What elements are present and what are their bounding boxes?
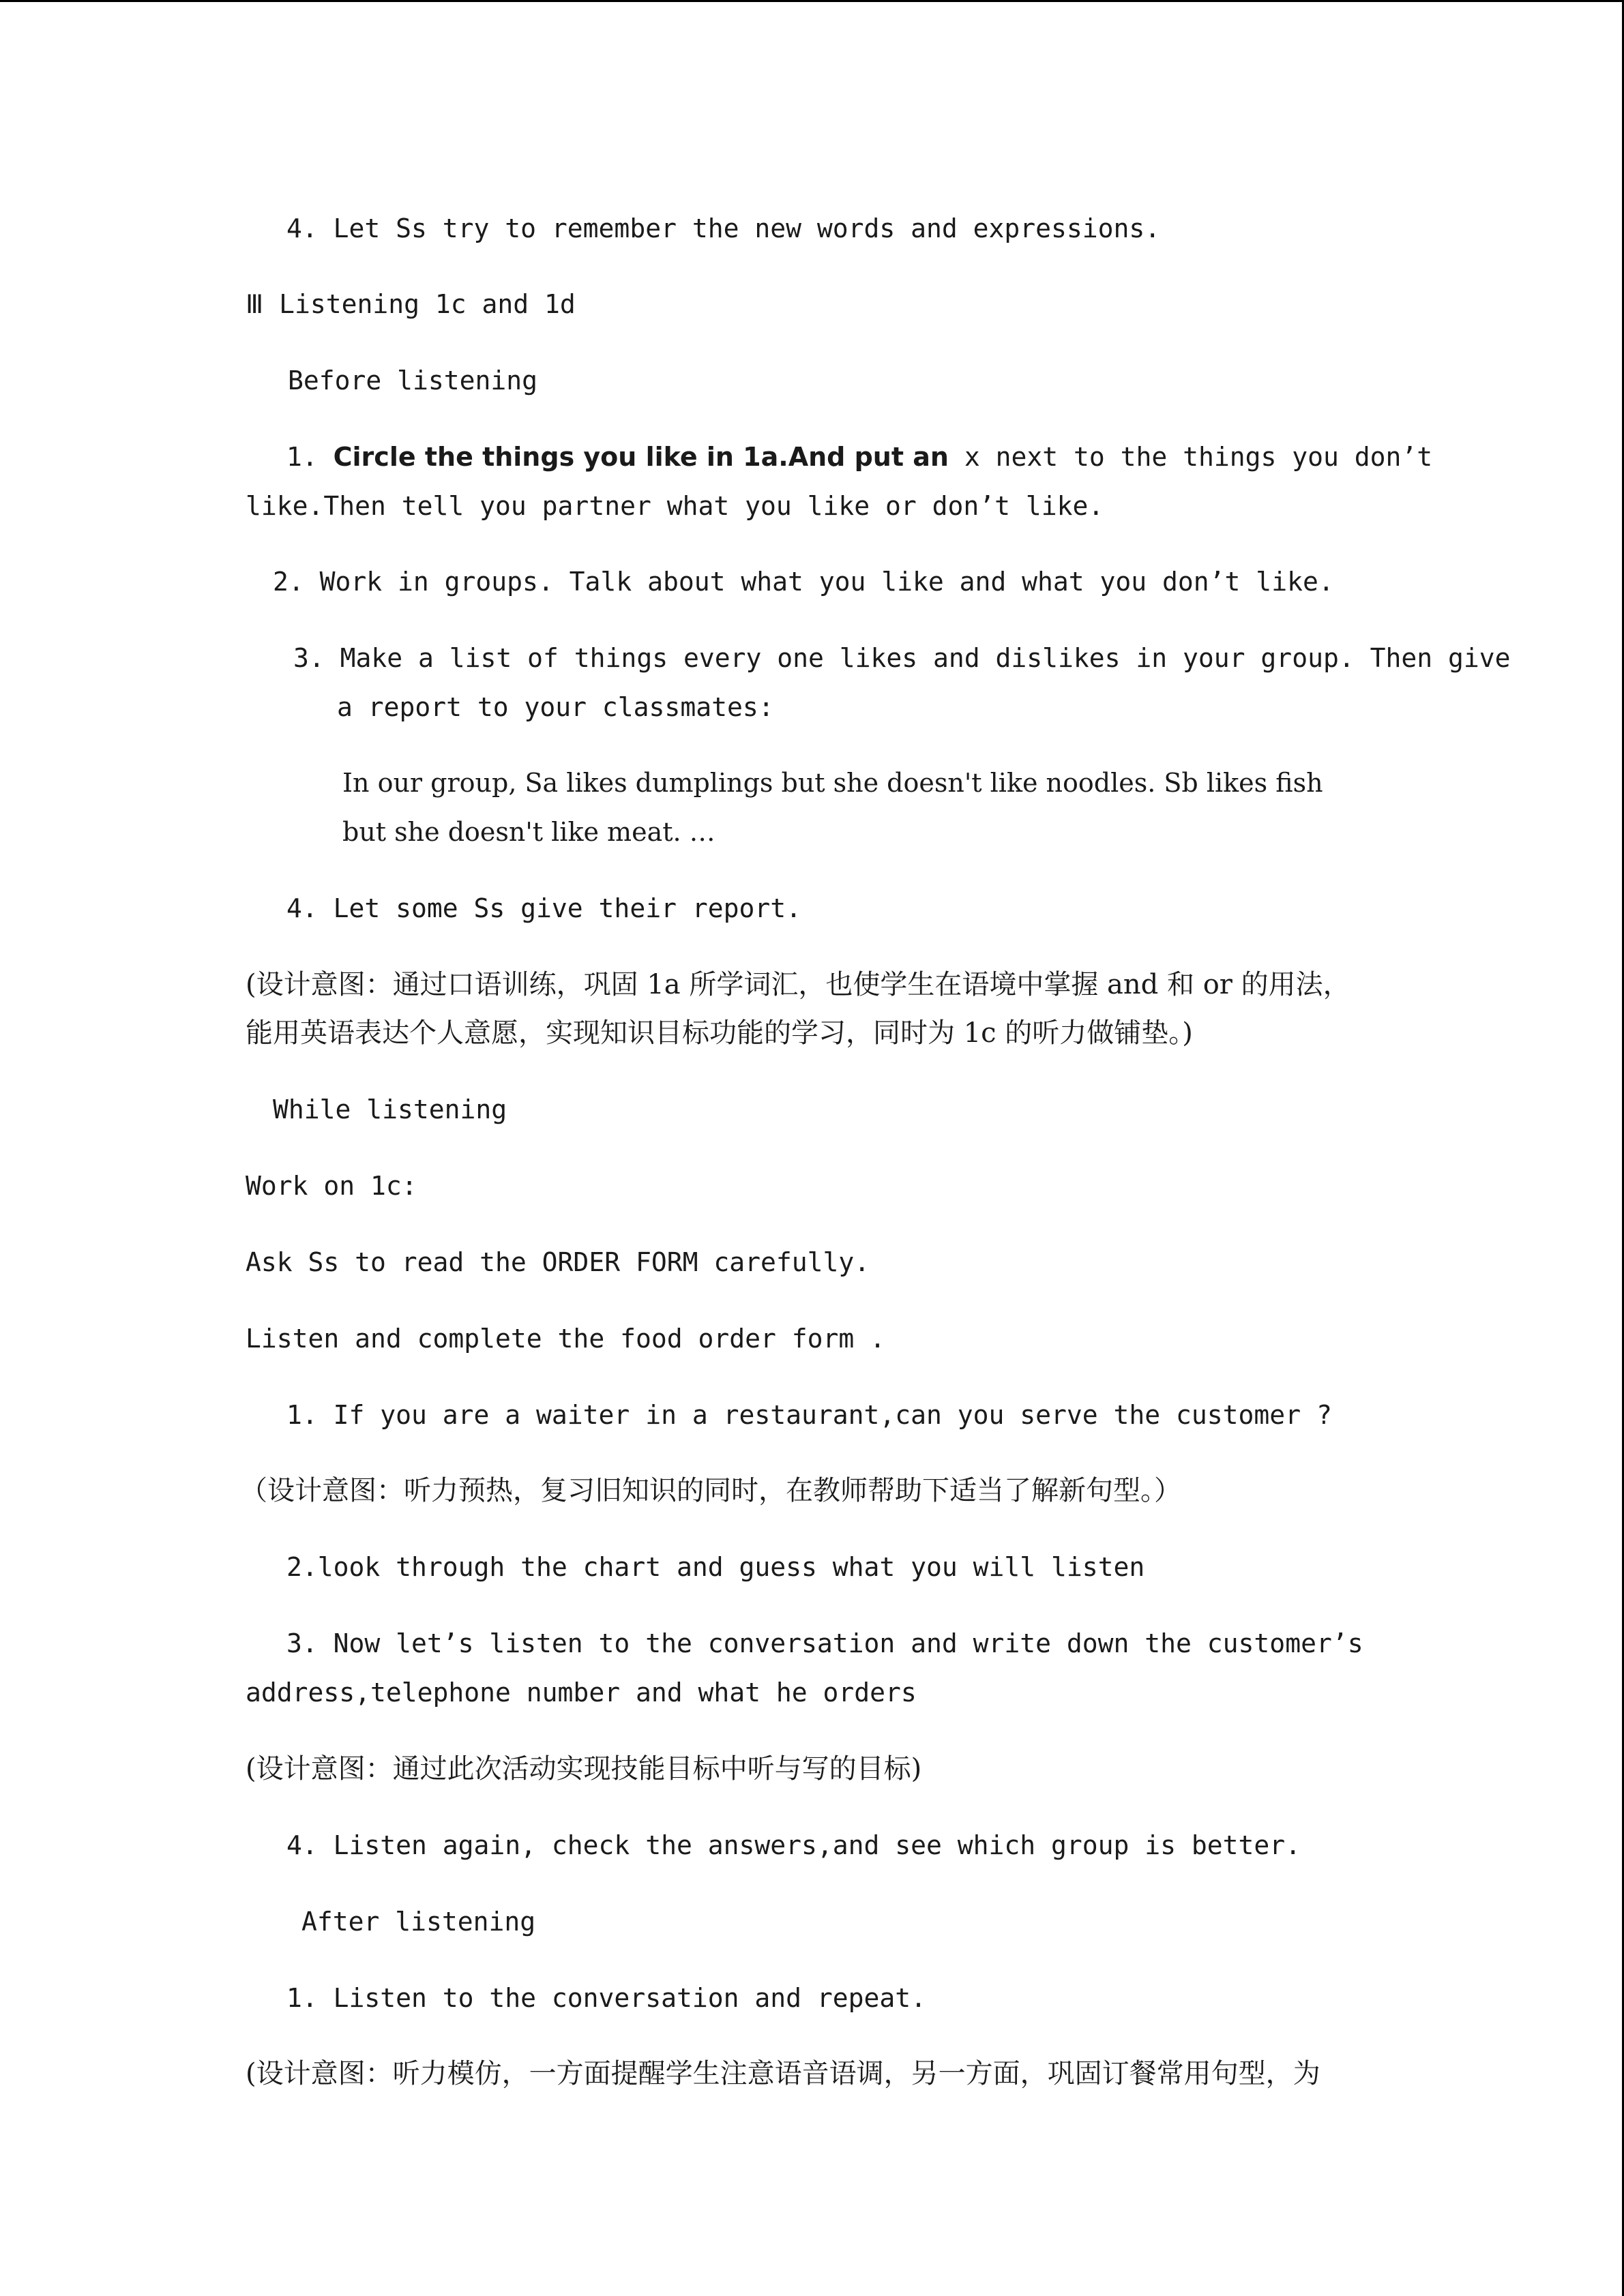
example-report-line-1: In our group, Sa likes dumplings but she doesn't like noodles. Sb likes fish [342,768,1323,798]
subheading-before-listening: Before listening [288,366,538,396]
step-1-rest: x next to the things you don’t [948,442,1433,472]
section-heading-listening: Ⅲ Listening 1c and 1d [246,289,576,319]
step-1-circle-things [286,441,1432,473]
design-intent-4: (设计意图：听力模仿，一方面提醒学生注意语音语调，另一方面，巩固订餐常用句型，为 [246,2058,1320,2089]
step-2-work-in-groups: 2. Work in groups. Talk about what you like and what you don’t like. [273,567,1334,597]
step-4-give-report: 4. Let some Ss give their report. [286,893,801,923]
step-1-listen-repeat: 1. Listen to the conversation and repeat. [286,1983,926,2013]
step-2-look-through-chart: 2.look through the chart and guess what you will listen [286,1552,1145,1582]
step-3-continued-address: address,telephone number and what he orders [246,1678,917,1708]
read-order-form: Ask Ss to read the ORDER FORM carefully. [246,1247,870,1277]
step-1-waiter-question: 1. If you are a waiter in a restaurant,can you serve the customer ? [286,1400,1332,1430]
listen-complete-form: Listen and complete the food order form . [246,1324,885,1354]
subheading-while-listening: While listening [273,1094,507,1124]
step-1-bold-text: Circle the things you like in 1a.And put an [333,442,949,472]
step-3-make-list: 3. Make a list of things every one likes and dislikes in your group. Then give [293,643,1511,673]
example-report-line-2: but she doesn't like meat. … [342,817,715,847]
work-on-1c: Work on 1c: [246,1171,417,1201]
design-intent-1-line-1: (设计意图：通过口语训练，巩固 1a 所学词汇，也使学生在语境中掌握 and 和 or 的用法， [246,969,1350,1000]
page-top-border [0,0,1624,2]
step-3-continued: a report to your classmates: [337,692,774,722]
step-1-continued: like.Then tell you partner what you like or don’t like. [246,491,1104,521]
step-4-listen-again: 4. Listen again, check the answers,and see which group is better. [286,1830,1301,1860]
design-intent-2: （设计意图：听力预热，复习旧知识的同时，在教师帮助下适当了解新句型。） [240,1475,1181,1506]
step-1-number: 1. [286,442,334,472]
design-intent-1-line-2: 能用英语表达个人意愿，实现知识目标功能的学习，同时为 1c 的听力做铺垫。) [246,1017,1193,1049]
step-3-listen-conversation: 3. Now let’s listen to the conversation and write down the customer’s [286,1628,1363,1658]
step-4-remember-words: 4. Let Ss try to remember the new words and expressions. [286,213,1161,243]
design-intent-3: (设计意图：通过此次活动实现技能目标中听与写的目标) [246,1753,922,1785]
subheading-after-listening: After listening [301,1907,536,1937]
